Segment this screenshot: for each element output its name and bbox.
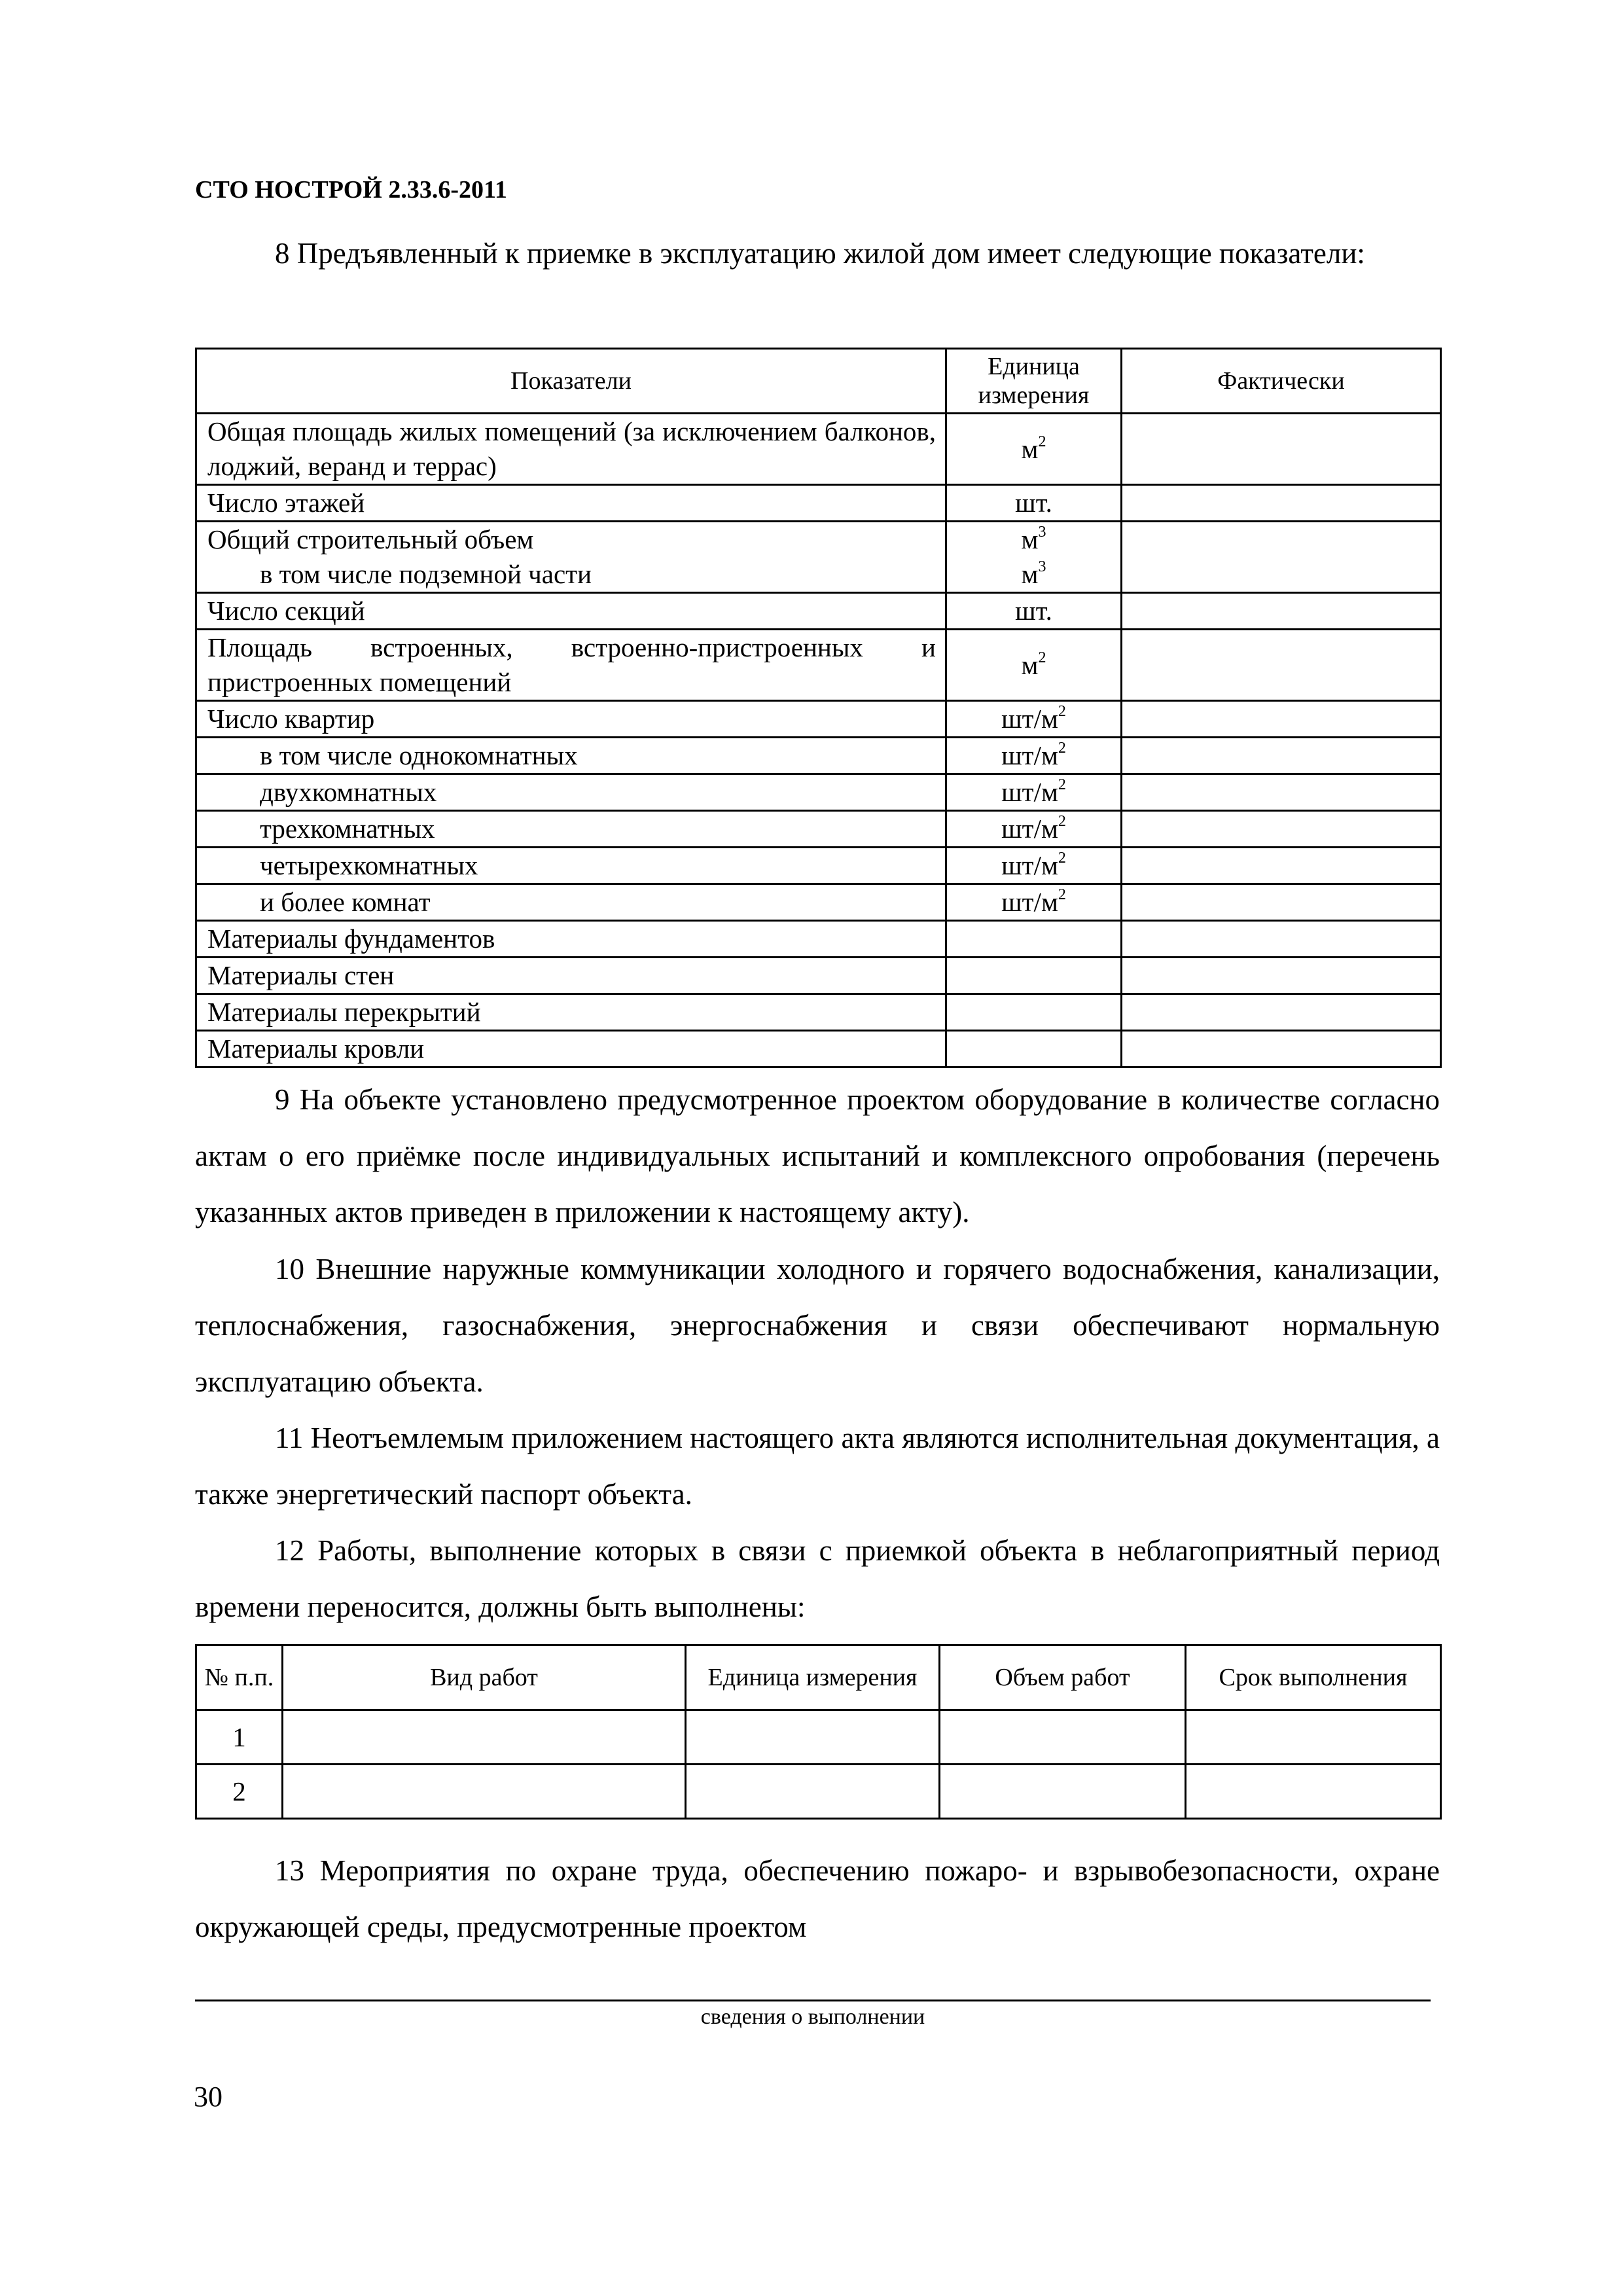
fill-in-line (195, 2000, 1431, 2001)
unit-cell (946, 522, 1122, 593)
works-table (195, 1644, 1442, 1820)
actual-cell (1122, 774, 1441, 811)
unit-text: шт/м (1001, 740, 1058, 770)
indicator-cell: Материалы стен (196, 958, 946, 994)
paragraph-9: 9 На объекте установлено предусмотренное проектом оборудование в количестве согласно актам о его приёмке после индивидуальных испытаний и комплексного опробования (перечень указанных актов приведен в приложении к настоящему акту). (195, 1083, 1440, 1229)
table-row (196, 848, 1441, 884)
header-unit: Единица измерения (946, 349, 1122, 414)
header-num: № п.п. (196, 1645, 283, 1710)
indicator-cell: Материалы фундаментов (196, 921, 946, 958)
indicator-cell: Материалы перекрытий (196, 994, 946, 1031)
deadline-cell (1186, 1710, 1441, 1765)
unit-cell (686, 1710, 940, 1765)
paragraph-13: 13 Мероприятия по охране труда, обеспечению пожаро- и взрывобезопасности, охране окружающей среды, предусмотренные проектом (195, 1854, 1440, 1943)
actual-cell (1122, 738, 1441, 774)
paragraph-10: 10 Внешние наружные коммуникации холодного и горячего водоснабжения, канализации, теплоснабжения, газоснабжения, энергоснабжения и связи обеспечивают нормальную эксплуатацию объекта. (195, 1253, 1440, 1398)
actual-cell (1122, 921, 1441, 958)
table-row (196, 701, 1441, 738)
indicator-cell: и более комнат (196, 884, 946, 921)
volume-cell (940, 1765, 1186, 1819)
deadline-cell (1186, 1765, 1441, 1819)
indicators-table-header (196, 349, 1441, 414)
unit-text: шт/м (1001, 777, 1058, 807)
indicator-cell: Число секций (196, 593, 946, 630)
unit-text: м (1021, 524, 1039, 554)
actual-cell (1122, 630, 1441, 701)
unit-text: м (1021, 433, 1039, 464)
works-table-header (196, 1645, 1441, 1710)
indicator-label: Общий строительный объем (207, 524, 534, 554)
unit-superscript: 2 (1058, 703, 1066, 720)
table-row (196, 958, 1441, 994)
unit-text: шт. (1015, 596, 1052, 626)
actual-cell (1122, 884, 1441, 921)
unit-superscript: 3 (1038, 524, 1046, 541)
work-type-cell (283, 1710, 686, 1765)
table-row (196, 921, 1441, 958)
unit-superscript: 2 (1058, 740, 1066, 757)
actual-cell (1122, 958, 1441, 994)
indicator-cell: Площадь встроенных, встроенно-пристроенных и пристроенных помещений (196, 630, 946, 701)
document-code: СТО НОСТРОЙ 2.33.6-2011 (195, 176, 507, 204)
header-indicator: Показатели (196, 349, 946, 414)
unit-superscript: 2 (1038, 649, 1046, 666)
table-row (196, 774, 1441, 811)
header-deadline: Срок выполнения (1186, 1645, 1441, 1710)
unit-superscript: 2 (1058, 813, 1066, 830)
indicators-table (195, 348, 1442, 1068)
actual-cell (1122, 701, 1441, 738)
unit-cell (946, 774, 1122, 811)
unit-text: шт/м (1001, 850, 1058, 880)
unit-cell (946, 884, 1122, 921)
paragraph-12: 12 Работы, выполнение которых в связи с приемкой объекта в неблагоприятный период времени переносится, должны быть выполнены: (195, 1534, 1440, 1623)
work-type-cell (283, 1765, 686, 1819)
paragraph-11: 11 Неотъемлемым приложением настоящего акта являются исполнительная документация, а также энергетический паспорт объекта. (195, 1422, 1440, 1511)
header-unit: Единица измерения (686, 1645, 940, 1710)
table-row (196, 522, 1441, 593)
paragraph-8: 8 Предъявленный к приемке в эксплуатацию жилой дом имеет следующие показатели: (275, 237, 1365, 270)
unit-superscript: 2 (1058, 776, 1066, 793)
header-volume: Объем работ (940, 1645, 1186, 1710)
table-row (196, 738, 1441, 774)
indicator-cell: трехкомнатных (196, 811, 946, 848)
actual-cell (1122, 994, 1441, 1031)
page-number: 30 (194, 2081, 223, 2113)
table-row (196, 630, 1441, 701)
unit-text: шт/м (1001, 704, 1058, 734)
unit-superscript: 2 (1038, 433, 1046, 450)
table-row (196, 1765, 1441, 1819)
table-row (196, 1031, 1441, 1067)
unit-cell (946, 414, 1122, 485)
header-work-type: Вид работ (283, 1645, 686, 1710)
unit-cell (946, 630, 1122, 701)
indicator-sublabel: в том числе подземной части (260, 559, 592, 589)
unit-text: м (1021, 559, 1039, 589)
actual-cell (1122, 593, 1441, 630)
unit-cell (946, 848, 1122, 884)
unit-cell (946, 738, 1122, 774)
actual-cell (1122, 414, 1441, 485)
unit-text: м (1021, 649, 1039, 680)
unit-cell (946, 1031, 1122, 1067)
indicator-cell: четырехкомнатных (196, 848, 946, 884)
actual-cell (1122, 848, 1441, 884)
table-row (196, 994, 1441, 1031)
unit-cell (946, 485, 1122, 522)
num-cell: 1 (196, 1710, 283, 1765)
unit-line (947, 522, 1120, 557)
indicator-cell (196, 522, 946, 593)
table-row (196, 414, 1441, 485)
actual-cell (1122, 485, 1441, 522)
unit-superscript: 2 (1058, 850, 1066, 867)
unit-cell (946, 811, 1122, 848)
actual-cell (1122, 522, 1441, 593)
table-row (196, 1710, 1441, 1765)
actual-cell (1122, 1031, 1441, 1067)
unit-cell (946, 701, 1122, 738)
unit-superscript: 3 (1038, 558, 1046, 575)
indicator-cell: двухкомнатных (196, 774, 946, 811)
table-row (196, 811, 1441, 848)
indicator-cell: Число квартир (196, 701, 946, 738)
unit-line (947, 557, 1120, 592)
num-cell: 2 (196, 1765, 283, 1819)
unit-cell (946, 994, 1122, 1031)
unit-superscript: 2 (1058, 886, 1066, 903)
unit-cell (946, 593, 1122, 630)
unit-cell (686, 1765, 940, 1819)
actual-cell (1122, 811, 1441, 848)
fill-in-caption: сведения о выполнении (700, 2005, 925, 2029)
header-actual: Фактически (1122, 349, 1441, 414)
volume-cell (940, 1710, 1186, 1765)
indicator-cell: в том числе однокомнатных (196, 738, 946, 774)
indicator-cell: Общая площадь жилых помещений (за исключением балконов, лоджий, веранд и террас) (196, 414, 946, 485)
table-row (196, 884, 1441, 921)
unit-text: шт. (1015, 488, 1052, 518)
unit-text: шт/м (1001, 814, 1058, 844)
unit-cell (946, 921, 1122, 958)
unit-cell (946, 958, 1122, 994)
unit-text: шт/м (1001, 887, 1058, 917)
indicator-cell: Число этажей (196, 485, 946, 522)
table-row (196, 593, 1441, 630)
indicator-cell: Материалы кровли (196, 1031, 946, 1067)
table-row (196, 485, 1441, 522)
